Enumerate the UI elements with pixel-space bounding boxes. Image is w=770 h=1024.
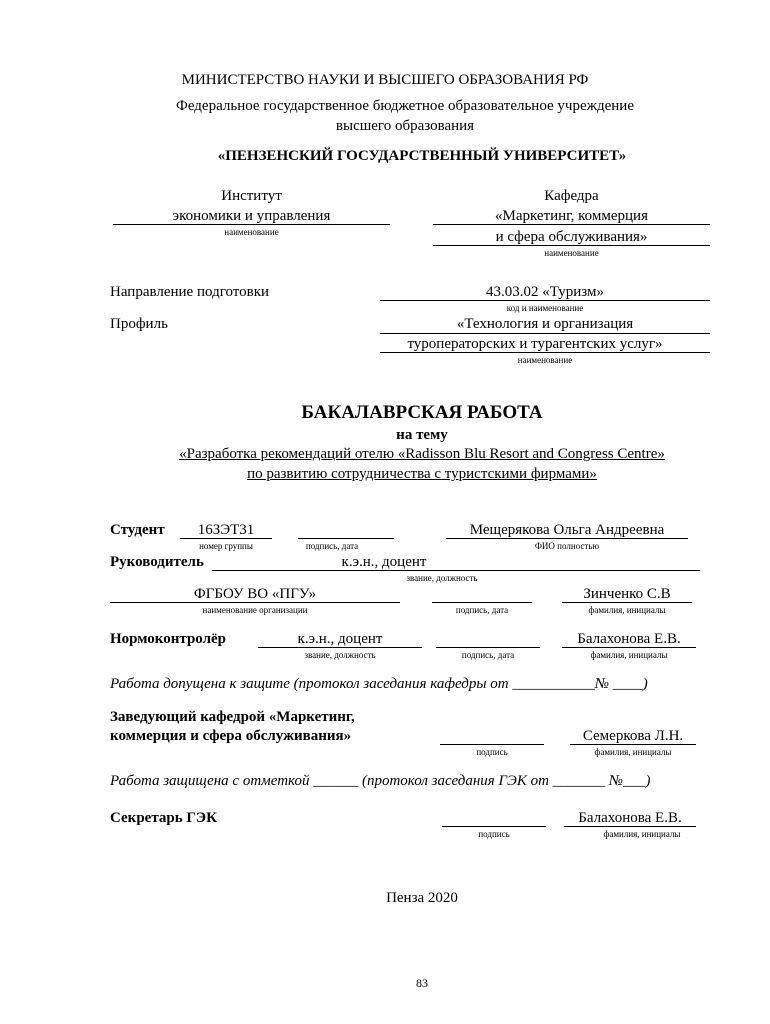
profile-underline-2: [380, 352, 710, 353]
supervisor-organization-underline: [110, 602, 400, 603]
secretary-name: Балахонова Е.В.: [578, 810, 682, 826]
student-name-caption: ФИО полностью: [534, 541, 600, 551]
admission-note: Работа допущена к защите (протокол заседания кафедры от ___________№ ____): [110, 676, 648, 692]
student-label: Студент: [110, 522, 165, 538]
supervisor-title-caption: звание, должность: [406, 573, 478, 583]
direction-caption: код и наименование: [506, 303, 584, 313]
defense-note: Работа защищена с отметкой ______ (протокол заседания ГЭК от _______ №___): [110, 773, 651, 789]
department-value-line-1: «Маркетинг, коммерция: [495, 208, 648, 224]
institution-line-1: Федеральное государственное бюджетное образовательное учреждение: [175, 98, 634, 114]
normcontrol-name-underline: [562, 647, 696, 648]
supervisor-organization: ФГБОУ ВО «ПГУ»: [193, 586, 317, 602]
normcontrol-name: Балахонова Е.В.: [577, 631, 681, 647]
normcontrol-name-caption: фамилия, инициалы: [590, 650, 668, 660]
student-group-underline: [180, 538, 272, 539]
student-name-underline: [446, 538, 688, 539]
institute-value: экономики и управления: [172, 208, 331, 224]
supervisor-sign-caption: подпись, дата: [455, 605, 509, 615]
supervisor-title: к.э.н., доцент: [341, 554, 427, 570]
head-name-caption: фамилия, инициалы: [594, 747, 672, 757]
work-topic-line-2: по развитию сотрудничества с туристскими фирмами»: [247, 466, 597, 482]
student-group-caption: номер группы: [199, 541, 253, 551]
normcontrol-label: Нормоконтролёр: [110, 631, 227, 647]
supervisor-name-underline: [562, 602, 692, 603]
work-topic-line-1: «Разработка рекомендаций отелю «Radisson Blu Resort and Congress Centre»: [179, 446, 665, 462]
supervisor-label: Руководитель: [110, 554, 204, 570]
direction-underline: [380, 300, 710, 301]
normcontrol-title: к.э.н., доцент: [297, 631, 383, 647]
department-caption: наименование: [544, 248, 599, 258]
secretary-sign-caption: подпись: [478, 829, 510, 839]
normcontrol-sign-line[interactable]: [436, 647, 540, 648]
secretary-name-underline: [564, 826, 696, 827]
secretary-sign-line[interactable]: [442, 826, 546, 827]
department-underline-1: [433, 224, 710, 225]
head-name: Семеркова Л.Н.: [582, 728, 684, 744]
profile-label: Профиль: [110, 316, 168, 332]
supervisor-organization-caption: наименование организации: [202, 605, 308, 615]
profile-value-line-2: туроператорских и турагентских услуг»: [407, 336, 663, 352]
profile-value-line-1: «Технология и организация: [456, 316, 634, 332]
student-sign-line[interactable]: [298, 538, 394, 539]
profile-caption: наименование: [517, 355, 573, 365]
ministry-heading: МИНИСТЕРСТВО НАУКИ И ВЫСШЕГО ОБРАЗОВАНИЯ РФ: [181, 72, 589, 88]
work-subtitle: на тему: [396, 427, 448, 443]
supervisor-title-underline: [212, 570, 700, 571]
university-name: «ПЕНЗЕНСКИЙ ГОСУДАРСТВЕННЫЙ УНИВЕРСИТЕТ»: [217, 148, 627, 164]
head-label-line-1: Заведующий кафедрой «Маркетинг,: [110, 709, 355, 725]
supervisor-name-caption: фамилия, инициалы: [588, 605, 666, 615]
institution-line-2: высшего образования: [335, 118, 475, 134]
institute-caption: наименование: [224, 227, 279, 237]
institute-label: Институт: [221, 188, 282, 204]
supervisor-name: Зинченко С.В: [583, 586, 671, 602]
student-sign-caption: подпись, дата: [305, 541, 359, 551]
department-underline-2: [433, 245, 710, 246]
supervisor-sign-line[interactable]: [432, 602, 532, 603]
secretary-name-caption: фамилия, инициалы: [603, 829, 681, 839]
head-label-line-2: коммерция и сфера обслуживания»: [110, 728, 352, 744]
profile-underline-1: [380, 333, 710, 334]
secretary-label: Секретарь ГЭК: [110, 810, 217, 826]
work-title: БАКАЛАВРСКАЯ РАБОТА: [301, 402, 543, 423]
normcontrol-title-underline: [258, 647, 422, 648]
head-name-underline: [570, 744, 696, 745]
department-label: Кафедра: [544, 188, 599, 204]
institute-underline: [113, 224, 390, 225]
normcontrol-sign-caption: подпись, дата: [461, 650, 515, 660]
head-sign-line[interactable]: [440, 744, 544, 745]
student-name: Мещерякова Ольга Андреевна: [469, 522, 665, 538]
city-year: Пенза 2020: [386, 890, 458, 906]
normcontrol-title-caption: звание, должность: [304, 650, 376, 660]
page-number: 83: [416, 976, 428, 990]
direction-label: Направление подготовки: [110, 284, 270, 300]
head-sign-caption: подпись: [476, 747, 508, 757]
direction-value: 43.03.02 «Туризм»: [486, 284, 604, 300]
student-group: 16ЗЭТ31: [197, 522, 255, 538]
department-value-line-2: и сфера обслуживания»: [495, 229, 648, 245]
